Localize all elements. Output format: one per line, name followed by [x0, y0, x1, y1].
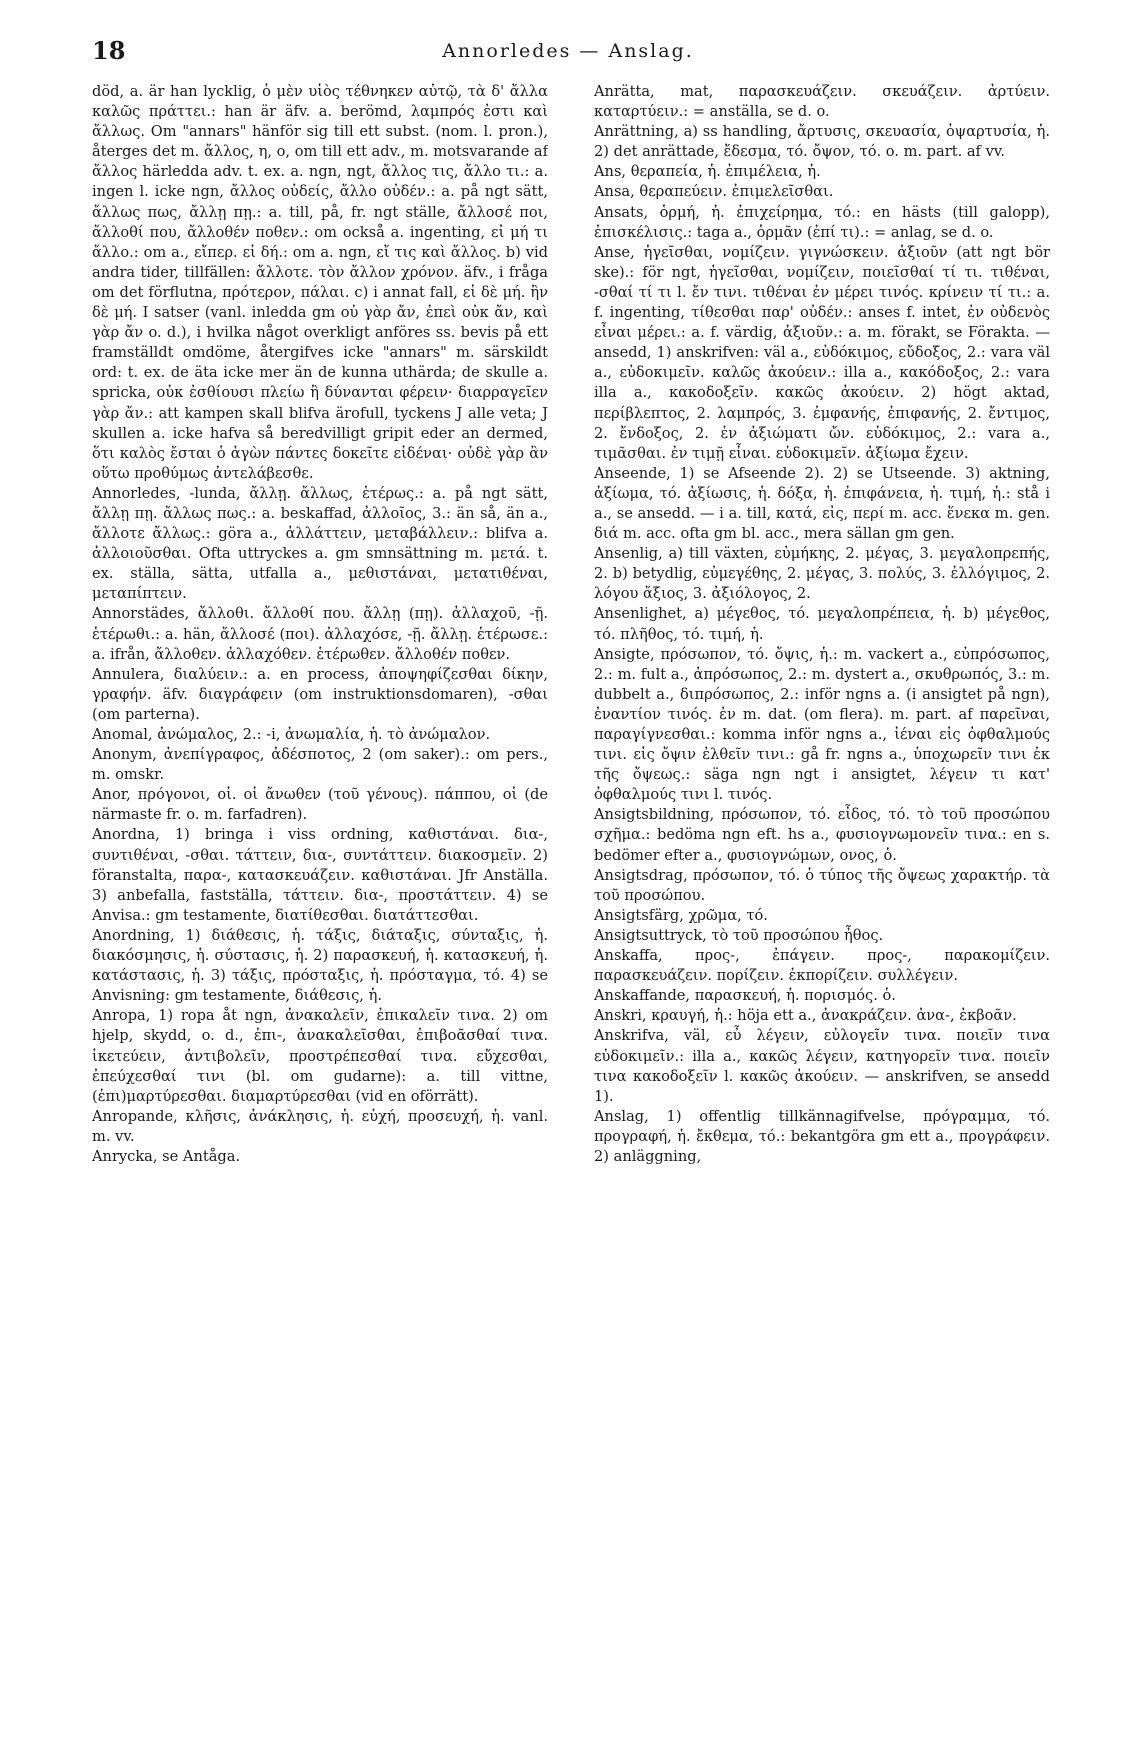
dictionary-entry: Anropa, 1) ropa åt ngn, ἀνακαλεῖν, ἐπικαλεῖν τινα. 2) om hjelp, skydd, o. d., ἐπι-, ἀνακαλεῖσθαι, ἐπιβοᾶσθαί τινα. ἱκετεύειν, ἀντιβολεῖν, προστρέπεσθαί τινα. εὔχεσθαι, ἐπεύχεσθαί τινι (bl. om gudarne): a. till vittne, (ἐπι)μαρτύρεσθαι. διαμαρτύρεσθαι (vid en oförrätt). [92, 1007, 548, 1105]
page-header [0, 36, 1136, 76]
running-head: Annorledes — Anslag. [442, 40, 694, 62]
dictionary-entry: Annorledes, -lunda, ἄλλῃ. ἄλλως, ἑτέρως.: a. på ngt sätt, ἄλλῃ πῃ. ἄλλως πως.: a. beskaffad, ἀλλοῖος, 3.: än så, än a., ἄλλοτε ἄλλως.: göra a., ἀλλάττειν, μεταβάλλειν.: blifva a. ἀλλοιοῦσθαι. Ofta uttryckes a. gm smnsättning m. μετά. t. ex. ställa, sätta, utfalla a., μεθιστάναι, μετατιθέναι, μεταπίπτειν. [92, 484, 548, 603]
page-number: 18 [92, 36, 126, 65]
dictionary-entry: Ansigtsfärg, χρῶμα, τό. [594, 906, 768, 924]
dictionary-entry: Anseende, 1) se Afseende 2). 2) se Utseende. 3) aktning, ἀξίωμα, τό. ἀξίωσις, ἡ. δόξα, ἡ. ἐπιφάνεια, ἡ. τιμή, ἡ.: stå i a., se ansedd. — i a. till, κατά, εἰς, περί m. acc. ἕνεκα m. gen. διά m. acc. ofta gm bl. acc., mera sällan gm gen. [594, 464, 1050, 543]
dictionary-entry: Ansigtsdrag, πρόσωπον, τό. ὁ τύπος τῆς ὄψεως χαρακτήρ. τὰ τοῦ προσώπου. [594, 866, 1050, 904]
right-column [594, 82, 1050, 1712]
dictionary-entry: Anrätta, mat, παρασκευάζειν. σκευάζειν. ἀρτύειν. καταρτύειν.: = anställa, se d. o. [594, 83, 1050, 121]
dictionary-entry: Anor, πρόγονοι, οἱ. οἱ ἄνωθεν (τοῦ γένους). πάππου, οἱ (de närmaste fr. o. m. farfadren). [92, 786, 548, 824]
dictionary-entry: Anomal, ἀνώμαλος, 2.: -i, ἀνωμαλία, ἡ. τὸ ἀνώμαλον. [92, 726, 491, 743]
dictionary-entry: Anonym, ἀνεπίγραφος, ἀδέσποτος, 2 (om saker).: om pers., m. omskr. [92, 746, 548, 784]
dictionary-entry: Ansenlig, a) till växten, εὐμήκης, 2. μέγας, 3. μεγαλοπρεπής, 2. b) betydlig, εὐμεγέθης, 2. μέγας, 3. πολύς, 3. ἐλλόγιμος, 2. λόγου ἄξιος, 3. ἀξιόλογος, 2. [594, 545, 1050, 603]
dictionary-entry: Ans, θεραπεία, ἡ. ἐπιμέλεια, ἡ. [594, 163, 821, 181]
dictionary-entry: Anslag, 1) offentlig tillkännagifvelse, πρόγραμμα, τό. προγραφή, ἡ. ἔκθεμα, τό.: bekantgöra gm ett a., προγράφειν. 2) anläggning, [594, 1107, 1050, 1165]
dictionary-entry: Ansigtsuttryck, τὸ τοῦ προσώπου ἦθος. [594, 926, 884, 944]
dictionary-entry: Ansenlighet, a) μέγεθος, τό. μεγαλοπρέπεια, ἡ. b) μέγεθος, τό. πλῆθος, τό. τιμή, ἡ. [594, 605, 1050, 643]
dictionary-entry: Anskrifva, väl, εὖ λέγειν, εὐλογεῖν τινα. ποιεῖν τινα εὐδοκιμεῖν.: illa a., κακῶς λέγειν, κατηγορεῖν τινα. ποιεῖν τινα κακοδοξεῖν l. κακῶς ἀκούειν. — anskrifven, se ansedd 1). [594, 1027, 1050, 1105]
dictionary-entry: Anskaffande, παρασκευή, ἡ. πορισμός. ὁ. [594, 987, 896, 1005]
dictionary-entry: Annorstädes, ἄλλοθι. ἄλλοθί που. ἄλλῃ (πῃ). ἀλλαχοῦ, -ῇ. ἑτέρωθι.: a. hän, ἄλλοσέ (ποι). ἀλλαχόσε, -ῇ. ἄλλῃ. ἑτέρωσε.: a. ifrån, ἄλλοθεν. ἀλλαχόθεν. ἑτέρωθεν. ἄλλοθέν ποθεν. [92, 605, 548, 663]
dictionary-entry: Ansa, θεραπεύειν. ἐπιμελεῖσθαι. [594, 183, 834, 201]
dictionary-entry: Anropande, κλῆσις, ἀνάκλησις, ἡ. εὐχή, προσευχή, ἡ. vanl. m. vv. [92, 1107, 548, 1145]
dictionary-entry: Annulera, διαλύειν.: a. en process, ἀποψηφίζεσθαι δίκην, γραφήν. äfv. διαγράφειν (om instruktionsdomaren), -σθαι (om parterna). [92, 665, 548, 723]
dictionary-entry: Ansats, ὁρμή, ἡ. ἐπιχείρημα, τό.: en hästs (till galopp), ἐπισκέλισις.: taga a., ὁρμᾶν (ἐπί τι).: = anlag, se d. o. [594, 203, 1050, 241]
dictionary-entry: Anrättning, a) ss handling, ἄρτυσις, σκευασία, ὀψαρτυσία, ἡ. 2) det anrättade, ἔδεσμα, τό. ὄψον, τό. o. m. part. af vv. [594, 123, 1050, 161]
dictionary-entry: Anse, ἡγεῖσθαι, νομίζειν. γιγνώσκειν. ἀξιοῦν (att ngt bör ske).: för ngt, ἡγεῖσθαι, νομίζειν, ποιεῖσθαί τί τι. τιθέναι, -σθαί τί τι l. ἔν τινι. τιθέναι ἐν μέρει τινός. κρίνειν τί τι.: a. f. ingenting, τίθεσθαι παρ' οὐδέν.: anses f. intet, ἐν οὐδενὸς εἶναι μέρει.: a. f. värdig, ἀξιοῦν.: a. m. förakt, se Förakta. — ansedd, 1) anskrifven: väl a., εὐδόκιμος, εὔδοξος, 2.: vara väl a., εὐδοκιμεῖν. καλῶς ἀκούειν.: illa a., κακόδοξος, 2.: vara illa a., κακοδοξεῖν. κακῶς ἀκούειν. 2) högt aktad, περίβλεπτος, 2. λαμπρός, 3. ἐμφανής, ἐπιφανής, 2. ἔντιμος, 2. ἔνδοξος, 2. ἐν ἀξιώματι ὤν. εὐδόκιμος, 2.: vara a., τιμᾶσθαι. ἐν τιμῇ εἶναι. εὐδοκιμεῖν. ἀξίωμα ἔχειν. [594, 243, 1050, 462]
dictionary-entry: Ansigte, πρόσωπον, τό. ὄψις, ἡ.: m. vackert a., εὐπρόσωπος, 2.: m. fult a., ἀπρόσωπος, 2.: m. dystert a., σκυθρωπός, 3.: m. dubbelt a., διπρόσωπος, 2.: inför ngns a. (i ansigtet på ngn), ἐναντίον τινός. ἐν m. dat. (om flera). m. part. af παρεῖναι, παραγίγνεσθαι.: komma inför ngns a., ἰέναι εἰς ὀφθαλμούς τινι. εἰς ὄψιν ἐλθεῖν τινι.: gå fr. ngns a., ὑποχωρεῖν τινι ἐκ τῆς ὄψεως.: säga ngn ngt i ansigtet, λέγειν τι κατ' ὀφθαλμούς τινι l. τινός. [594, 645, 1050, 804]
dictionary-entry: Anskaffa, προς-, ἐπάγειν. προς-, παρακομίζειν. παρασκευάζειν. πορίζειν. ἐκπορίζειν. συλλέγειν. [594, 947, 1050, 985]
dictionary-entry: Anrycka, se Antåga. [92, 1147, 241, 1165]
left-column [92, 82, 548, 1712]
dictionary-entry: Anskri, κραυγή, ἡ.: höja ett a., ἀνακράζειν. ἀνα-, ἐκβοᾶν. [594, 1007, 1017, 1025]
dictionary-entry: Anordning, 1) διάθεσις, ἡ. τάξις, διάταξις, σύνταξις, ἡ. διακόσμησις, ἡ. σύστασις, ἡ. 2) παρασκευή, ἡ. κατασκευή, ἡ. κατάστασις, ἡ. 3) τάξις, πρόσταξις, ἡ. πρόσταγμα, τό. 4) se Anvisning: gm testamente, διάθεσις, ἡ. [92, 926, 548, 1005]
dictionary-entry: Anordna, 1) bringa i viss ordning, καθιστάναι. δια-, συντιθέναι, -σθαι. τάττειν, δια-, συντάττειν. διακοσμεῖν. 2) föranstalta, παρα-, κατασκευάζειν. καθιστάναι. Jfr Anställa. 3) anbefalla, fastställa, τάττειν. δια-, προστάττειν. 4) se Anvisa.: gm testamente, διατίθεσθαι. διατάττεσθαι. [92, 826, 548, 924]
dictionary-entry: död, a. är han lycklig, ὁ μὲν υἱὸς τέθνηκεν αὐτῷ, τὰ δ' ἄλλα καλῶς πράττει.: han är äfv. a. berömd, λαμπρός ἐστι καὶ ἄλλως. Om "annars" hänför sig till ett subst. (nom. l. pron.), återges det m. ἄλλος, η, ο, om till ett adv., m. motsvarande af ἄλλος härledda adv. t. ex. a. ngn, ngt, ἄλλος τις, ἄλλο τι.: a. ingen l. icke ngn, ἄλλος οὐδείς, ἄλλο οὐδέν.: a. på ngt sätt, ἄλλως πως, ἄλλῃ πῃ.: a. till, på, fr. ngt ställe, ἄλλοσέ ποι, ἄλλοθί που, ἄλλοθέν ποθεν.: om också a. ingenting, εἰ μή τι ἄλλο.: om a., εἴπερ. εἰ δή.: om a. ngn, εἴ τις καὶ ἄλλος. b) vid andra tider, tillfällen: ἄλλοτε. τὸν ἄλλον χρόνον. äfv., i fråga om det förflutna, πρότερον, πάλαι. c) i annat fall, εἰ δὲ μή. ἢν δὲ μή. I satser (vanl. inledda gm οὐ γὰρ ἄν, ἐπεὶ οὐκ ἄν, καὶ γὰρ ἄν o. d.), i hvilka något overkligt anföres ss. bevis på ett framställdt omdöme, återgifves icke "annars" m. särskildt ord: t. ex. de äta icke mer än de kunna uthärda; de skulle a. spricka, οὐκ ἐσθίουσι πλείω ἢ δύνανται φέρειν· διαρραγεῖεν γὰρ ἄν.: att kampen skall blifva ärofull, tyckens J alle veta; J skullen a. icke hafva så beredvilligt gripit eder an dermed, ὅτι καλὸς ἔσται ὁ ἀγὼν πάντες δοκεῖτε εἰδέναι· οὐδὲ γὰρ ἂν οὕτω προθύμως ἀντελάβεσθε. [92, 83, 548, 482]
dictionary-entry: Ansigtsbildning, πρόσωπον, τό. εἶδος, τό. τὸ τοῦ προσώπου σχῆμα.: bedöma ngn eft. hs a., φυσιογνωμονεῖν τινα.: en s. bedömer efter a., φυσιογνώμων, ονος, ὁ. [594, 806, 1050, 864]
